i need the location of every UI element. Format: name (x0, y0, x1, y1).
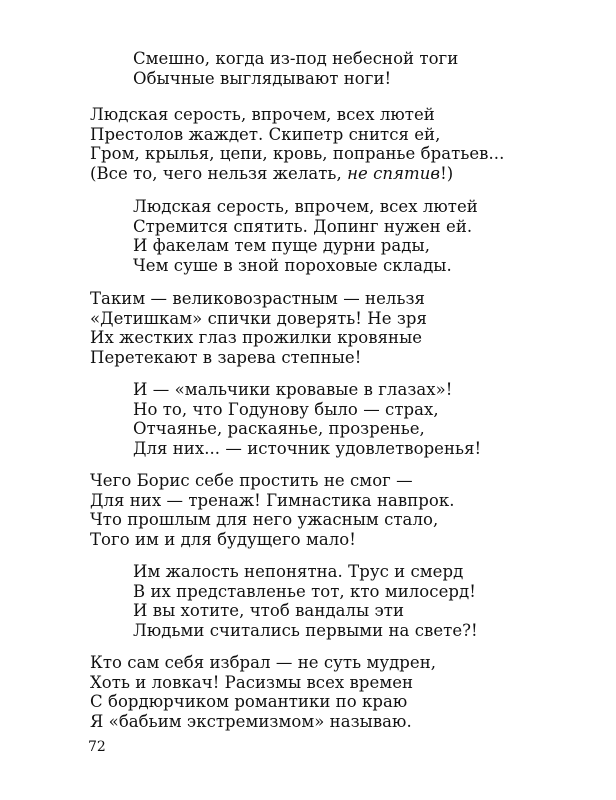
verse-line: Кто сам себя избрал — не суть мудрен, (90, 653, 437, 672)
verse-line: И вы хотите, чтоб вандалы эти (133, 601, 404, 620)
verse-line: Я «бабьим экстремизмом» называю. (90, 711, 412, 731)
verse-line: Что прошлым для него ужасным стало, (90, 510, 439, 529)
stanza-2 (90, 105, 504, 183)
verse-line: Стремится спятить. Допинг нужен ей. (133, 216, 473, 236)
verse-line: «Детишкам» спички доверять! Не зря (90, 308, 427, 328)
verse-line: Таким — великовозрастным — нельзя (90, 289, 425, 308)
verse-line-start: (Все то, чего нельзя желать, (90, 163, 348, 183)
page-number: 72 (88, 739, 106, 755)
verse-line: Им жалость непонятна. Трус и смерд (133, 562, 464, 581)
italic-emphasis: не спятив (347, 163, 441, 183)
verse-line: Того им и для будущего мало! (90, 529, 356, 549)
verse-line: Отчаянье, раскаянье, прозренье, (133, 419, 425, 438)
verse-line: Обычные выглядывают ноги! (133, 68, 392, 88)
stanza-4 (90, 289, 427, 367)
verse-line: С бордюрчиком романтики по краю (90, 692, 408, 711)
verse-line: И факелам тем пуще дурни рады, (133, 236, 430, 255)
verse-line: Престолов жаждет. Скипетр снится ей, (90, 124, 441, 144)
verse-line: Но то, что Годунову было — страх, (133, 399, 439, 419)
verse-line: Чем суше в зной пороховые склады. (133, 255, 452, 275)
verse-line: Людьми считались первыми на свете?! (133, 620, 478, 640)
stanza-3 (133, 197, 478, 275)
verse-line: Их жестких глаз прожилки кровяные (90, 328, 423, 347)
verse-line: Хоть и ловкач! Расизмы всех времен (90, 672, 414, 692)
verse-line: Смешно, когда из-под небесной тоги (133, 49, 459, 68)
stanza-6 (90, 471, 455, 549)
stanza-8 (90, 653, 436, 731)
verse-line: Людская серость, впрочем, всех лютей (90, 105, 435, 124)
verse-line-end: !) (440, 163, 454, 183)
verse-line: Гром, крылья, цепи, кровь, попранье братьев... (90, 144, 505, 163)
verse-line: В их представленье тот, кто милосерд! (133, 581, 476, 601)
verse-line-with-emphasis (90, 164, 504, 184)
verse-line: Для них — тренаж! Гимнастика навпрок. (90, 490, 455, 510)
stanza-1 (133, 49, 458, 88)
stanza-5 (133, 380, 481, 458)
verse-line: Перетекают в зарева степные! (90, 347, 362, 367)
verse-line: Чего Борис себе простить не смог — (90, 471, 413, 490)
stanza-7 (133, 562, 478, 640)
verse-line: Для них... — источник удовлетворенья! (133, 438, 482, 458)
verse-line: И — «мальчики кровавые в глазах»! (133, 380, 453, 399)
verse-line: Людская серость, впрочем, всех лютей (133, 197, 478, 216)
